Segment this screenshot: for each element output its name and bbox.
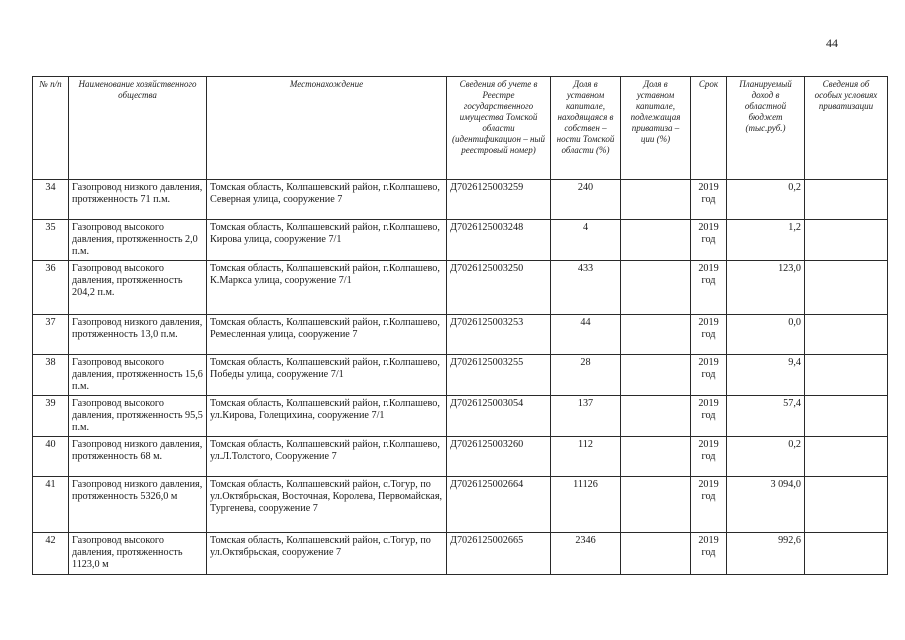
header-share-privatized: Доля в уставном капитале, подлежащая приватиза – ции (%): [621, 77, 691, 180]
cell-income: 57,4: [727, 396, 805, 437]
cell-num: 37: [33, 315, 69, 355]
cell-share-privatized: [621, 261, 691, 315]
page-number: 44: [826, 36, 838, 50]
cell-conditions: [805, 220, 888, 261]
cell-year: 2019 год: [691, 355, 727, 396]
header-registry: Сведения об учете в Реестре государственного имущества Томской области (идентификацион – ный реестровый номер): [447, 77, 551, 180]
cell-conditions: [805, 477, 888, 533]
cell-share-privatized: [621, 396, 691, 437]
table-row: [33, 261, 888, 315]
cell-num: 42: [33, 533, 69, 575]
cell-income: 3 094,0: [727, 477, 805, 533]
cell-num: 34: [33, 180, 69, 220]
table-row: [33, 355, 888, 396]
cell-registry: Д7026125002664: [447, 477, 551, 533]
cell-share-owned: 433: [551, 261, 621, 315]
cell-name: Газопровод высокого давления, протяженность 15,6 п.м.: [69, 355, 207, 396]
cell-share-privatized: [621, 315, 691, 355]
cell-conditions: [805, 533, 888, 575]
cell-income: 0,2: [727, 437, 805, 477]
cell-conditions: [805, 180, 888, 220]
cell-share-owned: 137: [551, 396, 621, 437]
cell-location: Томская область, Колпашевский район, г.Колпашево, К.Маркса улица, сооружение 7/1: [207, 261, 447, 315]
cell-name: Газопровод низкого давления, протяженность 71 п.м.: [69, 180, 207, 220]
cell-year: 2019 год: [691, 396, 727, 437]
cell-conditions: [805, 315, 888, 355]
cell-num: 40: [33, 437, 69, 477]
cell-share-privatized: [621, 220, 691, 261]
cell-income: 1,2: [727, 220, 805, 261]
cell-registry: Д7026125003248: [447, 220, 551, 261]
cell-name: Газопровод низкого давления, протяженность 13,0 п.м.: [69, 315, 207, 355]
cell-registry: Д7026125003260: [447, 437, 551, 477]
cell-name: Газопровод высокого давления, протяженность 2,0 п.м.: [69, 220, 207, 261]
cell-location: Томская область, Колпашевский район, с.Тогур, по ул.Октябрьская, Восточная, Королева, Первомайская, Тургенева, сооружение 7: [207, 477, 447, 533]
cell-year: 2019 год: [691, 220, 727, 261]
cell-year: 2019 год: [691, 477, 727, 533]
cell-registry: Д7026125003054: [447, 396, 551, 437]
cell-share-privatized: [621, 477, 691, 533]
cell-income: 123,0: [727, 261, 805, 315]
cell-share-owned: 112: [551, 437, 621, 477]
cell-location: Томская область, Колпашевский район, г.Колпашево, ул.Л.Толстого, Сооружение 7: [207, 437, 447, 477]
header-name: Наименование хозяйственного общества: [69, 77, 207, 180]
header-location: Местонахождение: [207, 77, 447, 180]
cell-share-owned: 2346: [551, 533, 621, 575]
table-row: [33, 437, 888, 477]
cell-income: 9,4: [727, 355, 805, 396]
cell-share-privatized: [621, 180, 691, 220]
cell-location: Томская область, Колпашевский район, с.Тогур, по ул.Октябрьская, сооружение 7: [207, 533, 447, 575]
cell-year: 2019 год: [691, 180, 727, 220]
header-income: Планируемый доход в областной бюджет (тыс.руб.): [727, 77, 805, 180]
cell-year: 2019 год: [691, 533, 727, 575]
cell-location: Томская область, Колпашевский район, г.Колпашево, Северная улица, сооружение 7: [207, 180, 447, 220]
cell-location: Томская область, Колпашевский район, г.Колпашево, Кирова улица, сооружение 7/1: [207, 220, 447, 261]
table-row: [33, 477, 888, 533]
table-row: [33, 180, 888, 220]
cell-share-owned: 4: [551, 220, 621, 261]
cell-registry: Д7026125003250: [447, 261, 551, 315]
cell-year: 2019 год: [691, 261, 727, 315]
cell-share-owned: 11126: [551, 477, 621, 533]
header-num: № п/п: [33, 77, 69, 180]
cell-registry: Д7026125002665: [447, 533, 551, 575]
cell-registry: Д7026125003255: [447, 355, 551, 396]
cell-num: 39: [33, 396, 69, 437]
cell-share-privatized: [621, 355, 691, 396]
cell-name: Газопровод высокого давления, протяженность 1123,0 м: [69, 533, 207, 575]
cell-share-privatized: [621, 533, 691, 575]
cell-registry: Д7026125003253: [447, 315, 551, 355]
table-header-row: [33, 77, 888, 180]
table-row: [33, 315, 888, 355]
cell-num: 35: [33, 220, 69, 261]
cell-share-owned: 28: [551, 355, 621, 396]
cell-income: 992,6: [727, 533, 805, 575]
cell-share-owned: 240: [551, 180, 621, 220]
cell-location: Томская область, Колпашевский район, г.Колпашево, Ремесленная улица, сооружение 7: [207, 315, 447, 355]
cell-share-owned: 44: [551, 315, 621, 355]
cell-location: Томская область, Колпашевский район, г.Колпашево, ул.Кирова, Голещихина, сооружение 7/1: [207, 396, 447, 437]
table-row: [33, 220, 888, 261]
table-body: [33, 180, 888, 575]
cell-registry: Д7026125003259: [447, 180, 551, 220]
cell-share-privatized: [621, 437, 691, 477]
cell-conditions: [805, 396, 888, 437]
cell-name: Газопровод низкого давления, протяженность 5326,0 м: [69, 477, 207, 533]
privatization-table: [32, 76, 888, 575]
cell-num: 36: [33, 261, 69, 315]
cell-name: Газопровод низкого давления, протяженность 68 м.: [69, 437, 207, 477]
table-row: [33, 396, 888, 437]
table-row: [33, 533, 888, 575]
cell-location: Томская область, Колпашевский район, г.Колпашево, Победы улица, сооружение 7/1: [207, 355, 447, 396]
cell-num: 38: [33, 355, 69, 396]
cell-year: 2019 год: [691, 437, 727, 477]
cell-name: Газопровод высокого давления, протяженность 95,5 п.м.: [69, 396, 207, 437]
cell-conditions: [805, 261, 888, 315]
cell-num: 41: [33, 477, 69, 533]
cell-income: 0,2: [727, 180, 805, 220]
cell-conditions: [805, 437, 888, 477]
header-conditions: Сведения об особых условиях приватизации: [805, 77, 888, 180]
cell-income: 0,0: [727, 315, 805, 355]
header-term: Срок: [691, 77, 727, 180]
cell-name: Газопровод высокого давления, протяженность 204,2 п.м.: [69, 261, 207, 315]
header-share-owned: Доля в уставном капитале, находящаяся в собствен – ности Томской области (%): [551, 77, 621, 180]
cell-year: 2019 год: [691, 315, 727, 355]
cell-conditions: [805, 355, 888, 396]
